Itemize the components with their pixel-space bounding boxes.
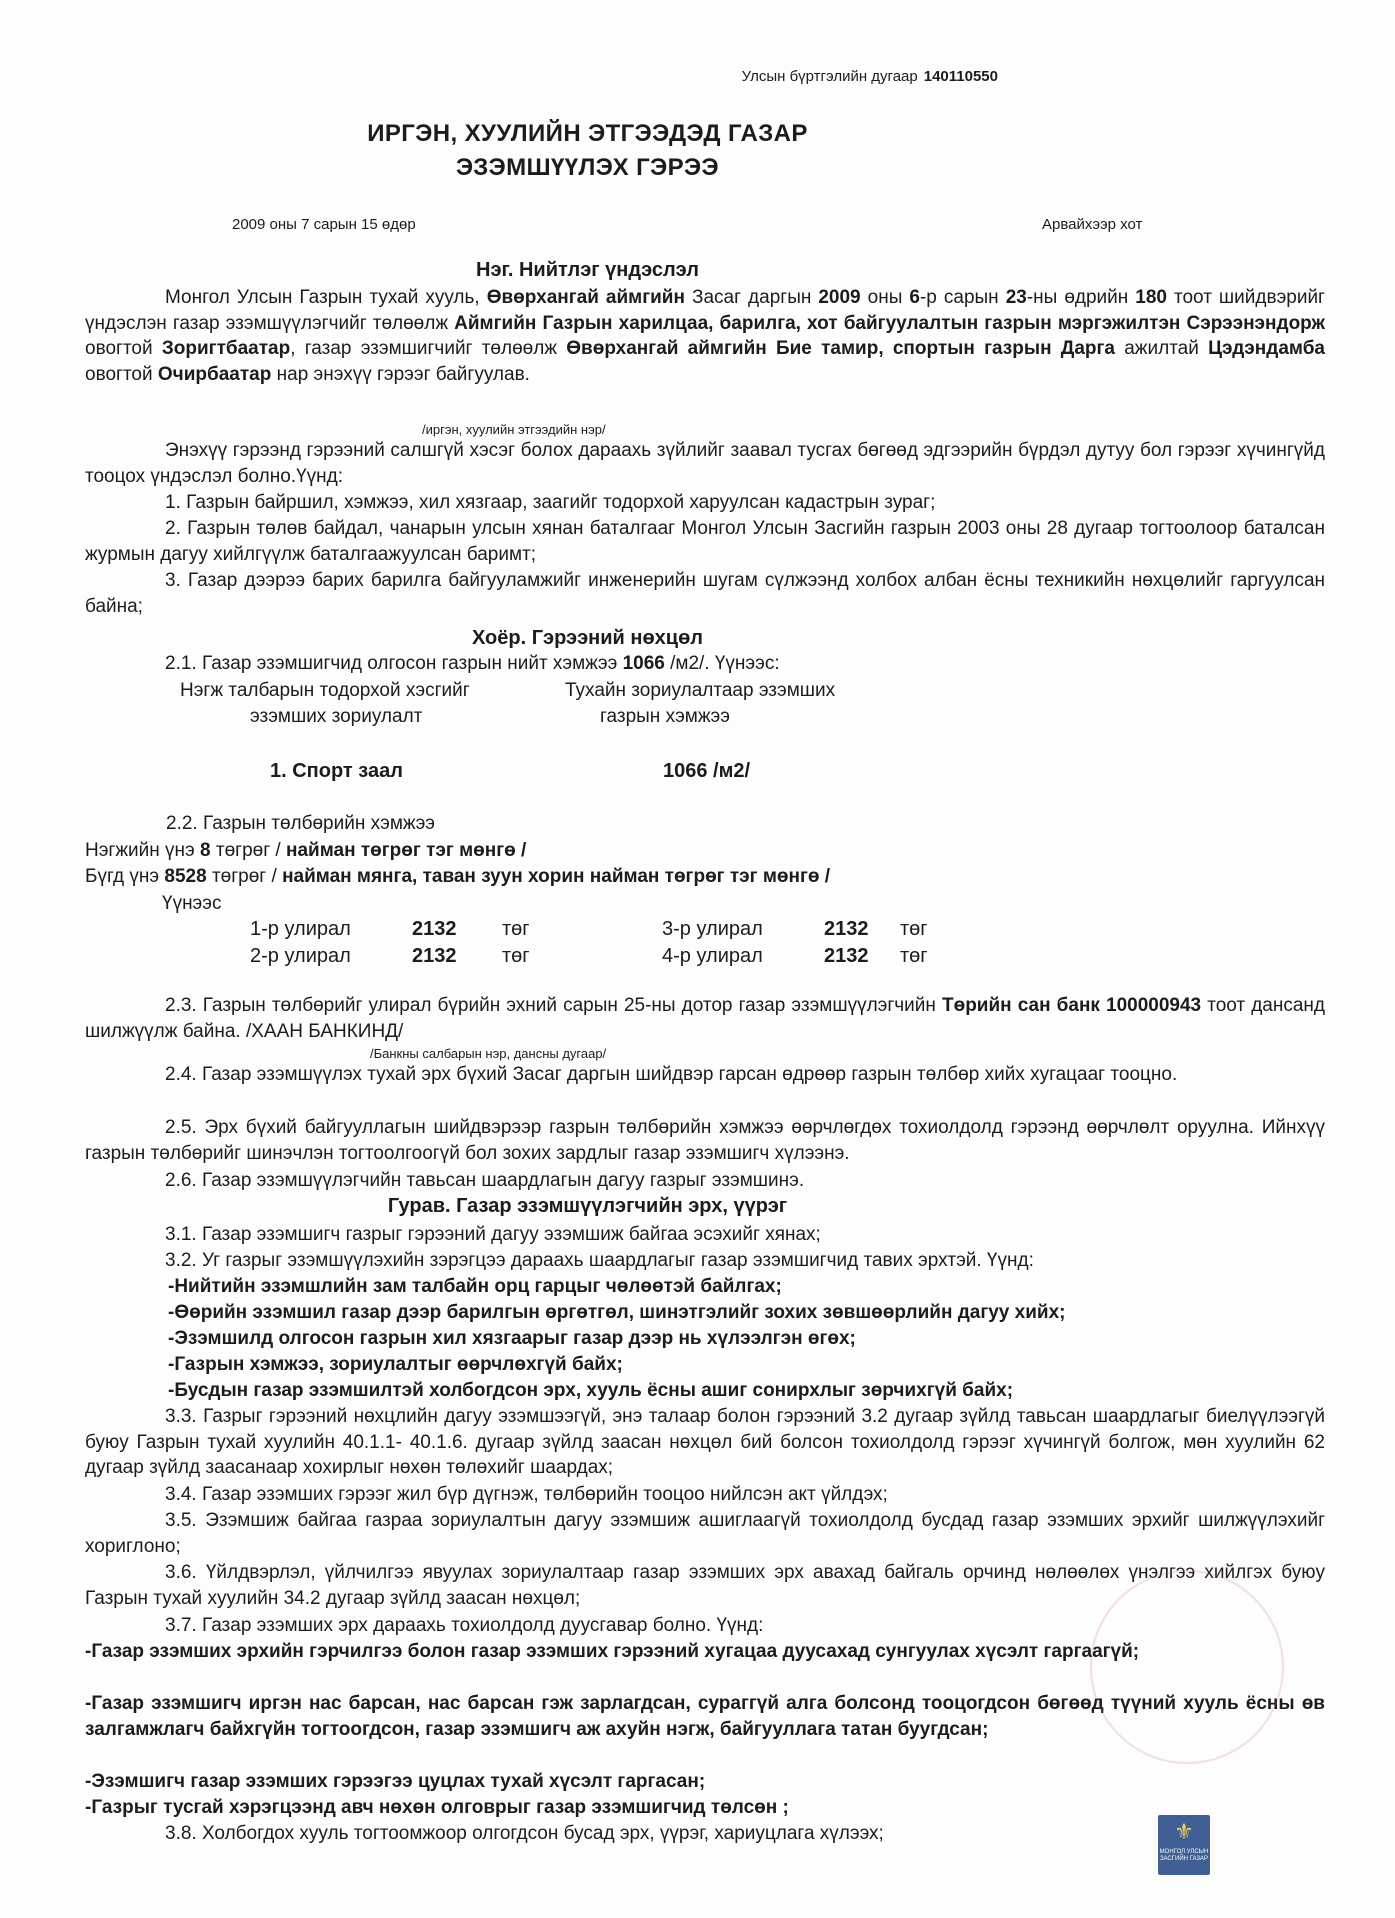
intro-run: -ны өдрийн xyxy=(1026,287,1136,308)
requirement-bullet: -Өөрийн эзэмшил газар дээр барилгын өргөтгөл, шинэтгэлийг зохих зөвшөөрлийн дагуу хийх; xyxy=(168,1302,1066,1323)
total-area-value: 1066 xyxy=(622,653,665,674)
registration-label: Улсын бүртгэлийн дугаар xyxy=(741,68,918,85)
intro-run: Зоригтбаатар xyxy=(161,338,291,359)
quarter-row: 2-р улирал 2132 төг xyxy=(250,945,530,967)
termination-item: -Газрыг тусгай хэрэгцээнд авч нөхөн олговрыг газар эзэмшигчид төлсөн ; xyxy=(85,1797,789,1818)
termination-item: -Газар эзэмшигч иргэн нас барсан, нас барсан гэж зарлагдсан, сураггүй алга болсонд тооцогдсон бөгөөд түүний хууль ёсны өв залгамжлагч байхгүйн тогтоогдсон, газар эзэмшигч аж ахуйн нэгж, байгууллага татан буугдсан; xyxy=(85,1693,1325,1740)
quarter-row: 3-р улирал 2132 төг xyxy=(662,918,928,940)
termination-item: -Газар эзэмших эрхийн гэрчилгээ болон газар эзэмших гэрээний хугацаа дуусахад сунгуулах хүсэлт гаргаагүй; xyxy=(85,1641,1140,1662)
intro-run: 6 xyxy=(909,287,920,308)
clause-3-4: 3.4. Газар эзэмших гэрээг жил бүр дүгнэж, төлбөрийн тооцоо нийлсэн акт үйлдэх; xyxy=(165,1484,888,1505)
document-title-line2: ЭЗЭМШҮҮЛЭХ ГЭРЭЭ xyxy=(456,154,719,181)
document-title-line1: ИРГЭН, ХУУЛИЙН ЭТГЭЭДЭД ГАЗАР xyxy=(367,120,808,147)
quarter-row: 1-р улирал 2132 төг xyxy=(250,918,530,940)
of-which-label: Үүнээс xyxy=(162,893,222,914)
soyombo-icon: ⚜ xyxy=(1174,1819,1194,1844)
unit-price-line: Нэгжийн үнэ 8 төгрөг / найман төгрөг тэг мөнгө / xyxy=(85,840,527,861)
intro-run: , газар эзэмшигчийг төлөөлж xyxy=(290,338,567,359)
faded-stamp xyxy=(1090,1570,1284,1764)
clause-2-1: 2.1. Газар эзэмшигчид олгосон газрын нийт хэмжээ 1066 /м2/. Үүнээс: xyxy=(165,653,780,674)
requirement-item: 3. Газар дээрээ барих барилга байгууламжийг инженерийн шугам сүлжээнд холбох албан ёсны техникийн нөхцөлийг гаргуулсан байна; xyxy=(85,570,1325,617)
clause-3-6: 3.6. Үйлдвэрлэл, үйлчилгээ явуулах зориулалтаар газар эзэмших эрх авахад байгаль орчинд нөлөөлөх үнэлгээ хийлгэх буюу Газрын тухай хуулийн 34.2 дугаар зүйлд заасан нөхцөл; xyxy=(85,1562,1325,1609)
intro-run: Өвөрхангай аймгийн Бие тамир, спортын газрын Дарга xyxy=(566,338,1115,359)
intro-run: ажилтай xyxy=(1114,338,1209,359)
clause-2-2: 2.2. Газрын төлбөрийн хэмжээ xyxy=(166,813,435,834)
intro-run: Өвөрхангай аймгийн xyxy=(486,287,685,308)
intro-run: тоот шийдвэрийг үндэслэн газар эзэмшүүлэгчийг төлөөлж xyxy=(85,287,1325,334)
intro-run: оны xyxy=(860,287,910,308)
requirement-bullet: -Газрын хэмжээ, зориулалтыг өөрчлөхгүй байх; xyxy=(168,1354,623,1375)
intro-run: Аймгийн Газрын харилцаа, барилга, хот байгуулалтын газрын мэргэжилтэн Сэрээнэндорж xyxy=(454,312,1326,334)
intro-run: овогтой xyxy=(85,363,158,385)
clause-2-5: 2.5. Эрх бүхий байгууллагын шийдвэрээр газрын төлбөрийн хэмжээ өөрчлөгдөх тохиолдолд гэрээнд өөрчлөлт оруулна. Ийнхүү газрын төлбөрийг шинэчлэн тогтоолгоогүй бол зохих зардлыг газар эзэмшигч хүлээнэ. xyxy=(85,1117,1325,1164)
intro-run: 180 xyxy=(1135,287,1167,308)
intro-run: овогтой xyxy=(85,338,162,359)
intro-run: 23 xyxy=(1005,287,1027,308)
contract-place: Арвайхээр хот xyxy=(1042,216,1143,233)
clause-3-2: 3.2. Уг газрыг эзэмшүүлэхийн зэрэгцээ дараахь шаардлагыг газар эзэмшигчид тавих эрхтэй. Үүнд: xyxy=(165,1250,1034,1271)
government-logo: ⚜ МОНГОЛ УЛСЫН ЗАСГИЙН ГАЗАР xyxy=(1158,1815,1210,1875)
intro-run: Засаг даргын xyxy=(684,287,819,308)
requirement-item: 1. Газрын байршил, хэмжээ, хил хязгаар, заагийг тодорхой харуулсан кадастрын зураг; xyxy=(165,492,936,513)
total-price-line: Бүгд үнэ 8528 төгрөг / найман мянга, таван зуун хорин найман төгрөг тэг мөнгө / xyxy=(85,866,831,887)
purpose-row-value: 1066 /м2/ xyxy=(663,760,751,782)
intro-paragraph xyxy=(85,285,1325,387)
termination-item: -Эзэмшигч газар эзэмших гэрээгээ цуцлах тухай хүсэлт гаргасан; xyxy=(85,1771,706,1792)
intro-run: Очирбаатар xyxy=(157,363,272,385)
purpose-row-name: 1. Спорт заал xyxy=(270,760,403,782)
registration-line xyxy=(742,68,998,85)
requirement-bullet: -Эзэмшилд олгосон газрын хил хязгаарыг газар дээр нь хүлээлгэн өгөх; xyxy=(168,1328,856,1349)
requirements-paragraph: Энэхүү гэрээнд гэрээний салшгүй хэсэг болох дараахь зүйлийг заавал тусгах бөгөөд эдгээрийн бүрдэл дутуу бол гэрээг хүчингүйд тооцох үндэслэл болно.Үүнд: xyxy=(85,440,1325,487)
section2-heading: Хоёр. Гэрээний нөхцөл xyxy=(471,627,704,649)
clause-2-4: 2.4. Газар эзэмшүүлэх тухай эрх бүхий Засаг даргын шийдвэр гарсан өдрөөр газрын төлбөр хийх хугацааг тооцно. xyxy=(165,1064,1178,1085)
section1-heading: Нэг. Нийтлэг үндэслэл xyxy=(476,259,699,281)
column-header-purpose: Нэгж талбарын тодорхой хэсгийг xyxy=(180,680,470,701)
requirement-bullet: -Бусдын газар эзэмшилтэй холбогдсон эрх, хууль ёсны ашиг сонирхлыг зөрчихгүй байх; xyxy=(168,1380,1014,1401)
intro-run: Монгол Улсын Газрын тухай хууль, xyxy=(165,287,487,308)
requirement-bullet: -Нийтийн эзэмшлийн зам талбайн орц гарцыг чөлөөтэй байлгах; xyxy=(168,1276,782,1297)
contract-date: 2009 оны 7 сарын 15 өдөр xyxy=(232,216,416,233)
clause-3-1: 3.1. Газар эзэмшигч газрыг гэрээний дагуу эзэмшиж байгаа эсэхийг хянах; xyxy=(165,1224,821,1245)
clause-2-3: 2.3. Газрын төлбөрийг улирал бүрийн эхний сарын 25-ны дотор газар эзэмшүүлэгчийн Төрийн сан банк 100000943 тоот дансанд шилжүүлж байна. /ХААН БАНКИНД/ xyxy=(85,995,1325,1042)
column-header-area-cont: газрын хэмжээ xyxy=(600,706,730,727)
column-header-purpose-cont: эзэмших зориулалт xyxy=(250,706,423,727)
intro-run: Цэдэндамба xyxy=(1208,338,1325,359)
section3-heading: Гурав. Газар эзэмшүүлэгчийн эрх, үүрэг xyxy=(387,1195,788,1217)
column-header-area: Тухайн зориулалтаар эзэмших xyxy=(565,680,836,701)
registration-number: 140110550 xyxy=(923,68,998,85)
requirement-item: 2. Газрын төлөв байдал, чанарын улсын хянан баталгааг Монгол Улсын Засгийн газрын 2003 оны 28 дугаар тогтоолоор баталсан журмын дагуу хийлгүүлж баталгаажуулсан баримт; xyxy=(85,518,1325,565)
clause-3-5: 3.5. Эзэмшиж байгаа газраа зориулалтын дагуу эзэмшиж ашиглаагүй тохиолдолд бусдад газар эзэмших эрхийг шилжүүлэхийг хориглоно; xyxy=(85,1510,1325,1557)
party-name-note: /иргэн, хуулийн этгээдийн нэр/ xyxy=(422,422,606,437)
intro-run: нар энэхүү гэрээг байгуулав. xyxy=(271,363,530,385)
clause-2-6: 2.6. Газар эзэмшүүлэгчийн тавьсан шаардлагын дагуу газрыг эзэмшинэ. xyxy=(165,1170,805,1191)
intro-run: 2009 xyxy=(818,287,861,308)
clause-3-8: 3.8. Холбогдох хууль тогтоомжоор олгогдсон бусад эрх, үүрэг, хариуцлага хүлээх; xyxy=(165,1823,884,1844)
clause-3-7: 3.7. Газар эзэмших эрх дараахь тохиолдолд дуусгавар болно. Үүнд: xyxy=(165,1615,764,1636)
quarter-row: 4-р улирал 2132 төг xyxy=(662,945,928,967)
intro-run: -р сарын xyxy=(919,287,1006,308)
clause-3-3: 3.3. Газрыг гэрээний нөхцлийн дагуу эзэмшээгүй, энэ талаар болон гэрээний 3.2 дугаар зүйлд тавьсан шаардлагыг биелүүлээгүй буюу Газрын тухай хуулийн 40.1.1- 40.1.6. дугаар зүйлд заасан нөхцөл бий болсон тохиолдолд гэрээг хүчингүй болгож, мөн хуулийн 62 дугаар зүйлд заасанаар хохирлыг нөхөн төлөхийг шаардах; xyxy=(85,1406,1325,1478)
bank-note: /Банкны салбарын нэр, дансны дугаар/ xyxy=(370,1046,607,1061)
